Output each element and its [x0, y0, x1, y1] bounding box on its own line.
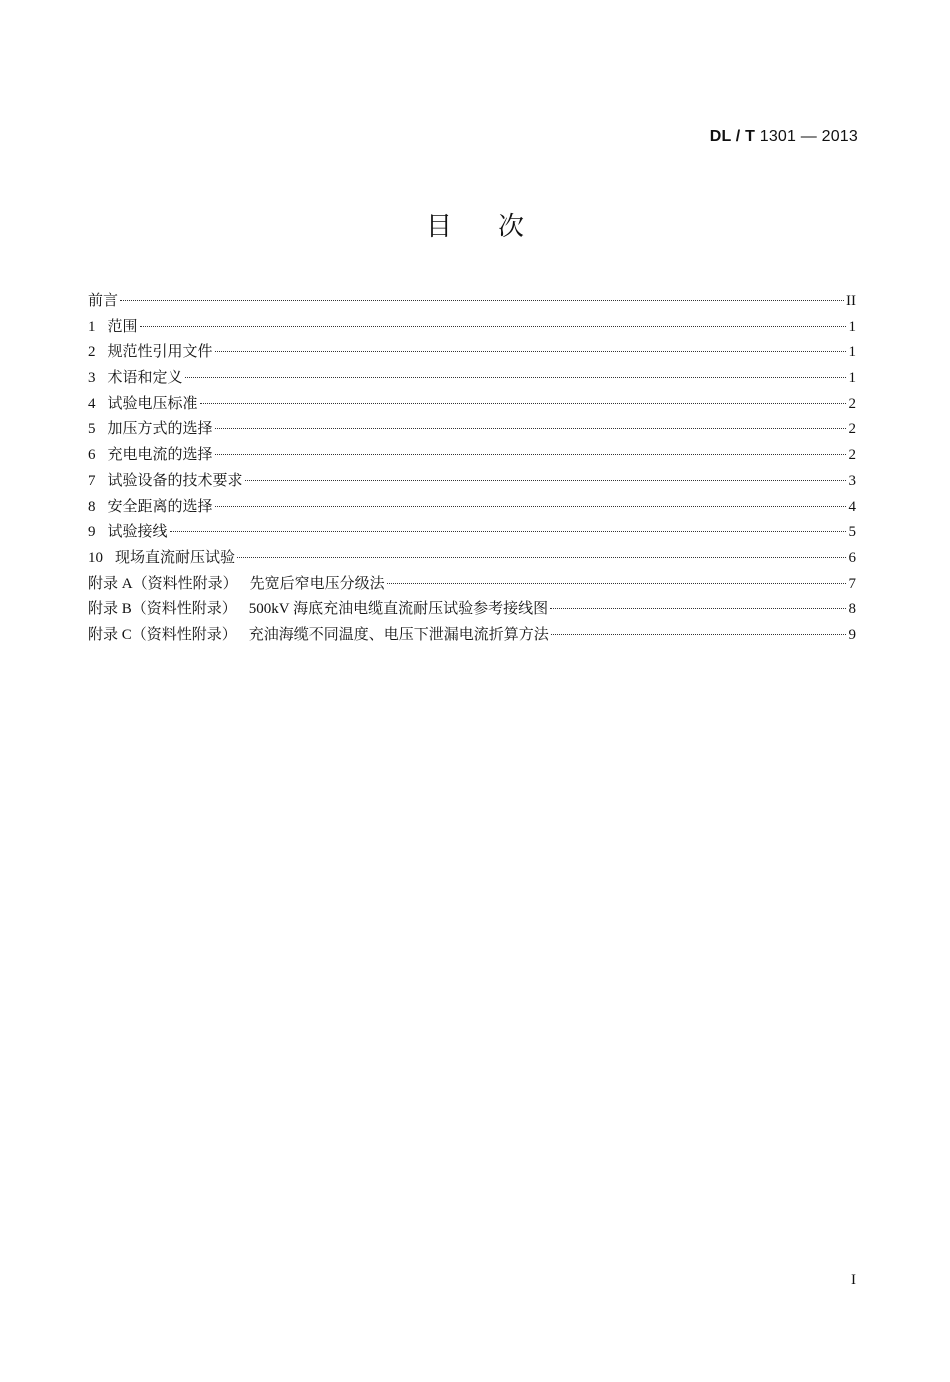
- toc-entry-appendix-b[interactable]: [88, 597, 856, 623]
- toc-entry-1[interactable]: [88, 315, 856, 341]
- toc-entry-number: 10: [88, 549, 103, 566]
- toc-entry-appendix-a[interactable]: [88, 572, 856, 598]
- toc-entry-number: 7: [88, 472, 96, 489]
- toc-entry-label: 先宽后窄电压分级法: [249, 575, 385, 592]
- toc-entry-page: II: [846, 293, 856, 309]
- toc-dot-leader: [215, 428, 846, 429]
- toc-entry-number: 6: [88, 447, 96, 464]
- toc-entry-page: 6: [848, 549, 856, 566]
- toc-entry-6[interactable]: [88, 443, 856, 469]
- toc-entry-number: 附录 C（资料性附录）: [88, 626, 237, 643]
- toc-dot-leader: [120, 300, 844, 301]
- toc-dot-leader: [140, 326, 846, 327]
- toc-entry-7[interactable]: [88, 469, 856, 495]
- toc-entry-8[interactable]: [88, 495, 856, 521]
- toc-entry-page: 2: [848, 395, 856, 412]
- toc-dot-leader: [550, 608, 846, 609]
- toc-entry-label: 充油海缆不同温度、电压下泄漏电流折算方法: [248, 626, 549, 643]
- toc-entry-label: 加压方式的选择: [107, 421, 213, 438]
- toc-entry-label: 范围: [107, 318, 138, 335]
- toc-entry-label: 前言: [88, 293, 119, 309]
- toc-entry-4[interactable]: [88, 392, 856, 418]
- toc-entry-label: 术语和定义: [107, 370, 183, 387]
- toc-entry-page: 3: [848, 472, 856, 489]
- toc-entry-label: 充电电流的选择: [107, 447, 213, 464]
- toc-entry-page: 9: [848, 626, 856, 643]
- toc-dot-leader: [215, 351, 846, 352]
- toc-entry-number: 9: [88, 524, 96, 541]
- toc-dot-leader: [185, 377, 846, 378]
- toc-entry-page: 1: [848, 344, 856, 361]
- toc-entry-10[interactable]: [88, 546, 856, 572]
- toc-dot-leader: [387, 583, 846, 584]
- toc-entry-page: 2: [848, 421, 856, 438]
- toc-entry-label: 试验设备的技术要求: [107, 472, 243, 489]
- toc-dot-leader: [200, 403, 846, 404]
- toc-dot-leader: [170, 531, 846, 532]
- toc-entry-page: 7: [848, 575, 856, 592]
- toc-entry-5[interactable]: [88, 417, 856, 443]
- toc-entry-label: 试验接线: [107, 524, 168, 541]
- toc-entry-page: 1: [848, 318, 856, 335]
- toc-entry-label: 500kV 海底充油电缆直流耐压试验参考接线图: [248, 601, 549, 618]
- toc-entry-number: 3: [88, 370, 96, 387]
- toc-entry-number: 4: [88, 395, 96, 412]
- toc-dot-leader: [245, 480, 846, 481]
- toc-dot-leader: [237, 557, 846, 558]
- standard-prefix: DL / T: [709, 128, 756, 145]
- toc-entry-page: 2: [848, 447, 856, 464]
- standard-code: [710, 128, 858, 146]
- toc-entry-9[interactable]: [88, 520, 856, 546]
- toc-entry-foreword[interactable]: [88, 289, 856, 315]
- toc-entry-page: 8: [848, 601, 856, 618]
- toc-entry-2[interactable]: [88, 340, 856, 366]
- toc-entry-number: 8: [88, 498, 96, 515]
- toc-entry-number: 1: [88, 318, 96, 335]
- table-of-contents: [88, 289, 856, 649]
- toc-entry-appendix-c[interactable]: [88, 623, 856, 649]
- toc-dot-leader: [215, 454, 846, 455]
- toc-dot-leader: [215, 506, 846, 507]
- toc-entry-page: 4: [848, 498, 856, 515]
- toc-entry-number: 2: [88, 344, 96, 361]
- toc-entry-3[interactable]: [88, 366, 856, 392]
- toc-dot-leader: [551, 634, 846, 635]
- toc-entry-number: 5: [88, 421, 96, 438]
- toc-entry-number: 附录 A（资料性附录）: [88, 575, 238, 592]
- toc-entry-label: 试验电压标准: [107, 395, 198, 412]
- toc-entry-label: 现场直流耐压试验: [115, 549, 236, 566]
- toc-entry-page: 1: [848, 370, 856, 387]
- toc-entry-number: 附录 B（资料性附录）: [88, 601, 237, 618]
- page-title: 目次: [425, 212, 570, 242]
- toc-entry-label: 安全距离的选择: [107, 498, 213, 515]
- toc-entry-page: 5: [848, 524, 856, 541]
- standard-number: 1301 — 2013: [759, 128, 858, 145]
- toc-entry-label: 规范性引用文件: [107, 344, 213, 361]
- page-number: I: [851, 1272, 856, 1288]
